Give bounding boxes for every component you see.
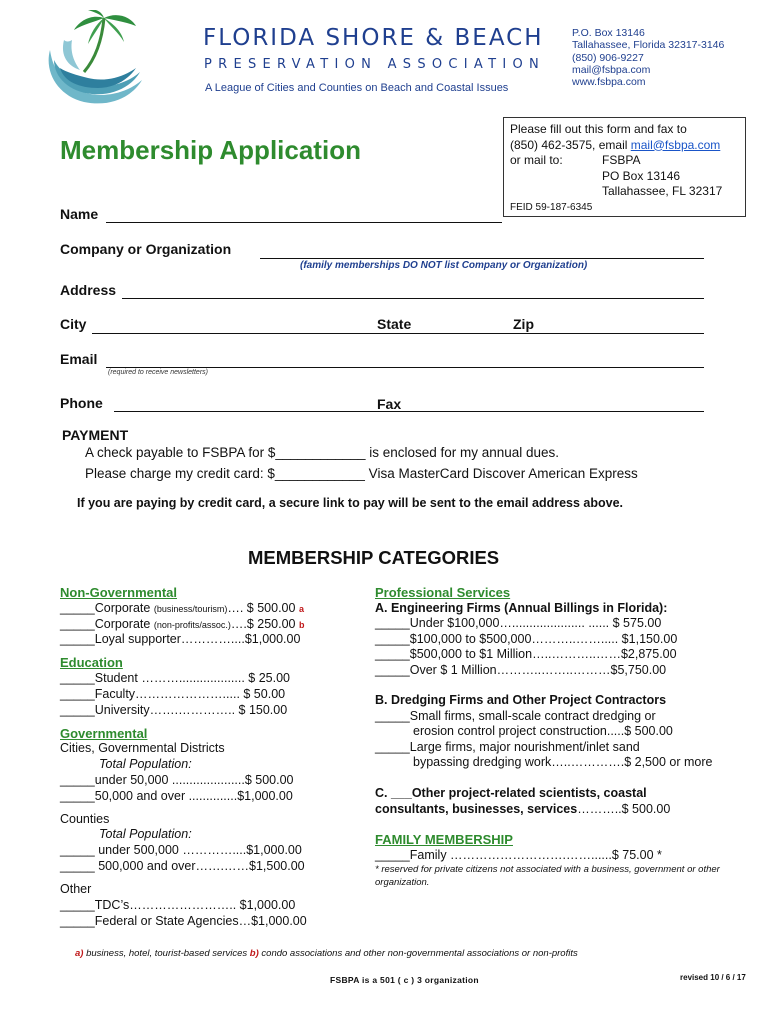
option-family[interactable]: _____Family ……………………….……......$ 75.00 * [375,848,662,862]
state-label: State [377,316,412,332]
phone-fax-field[interactable] [114,411,704,412]
section-family: FAMILY MEMBERSHIP [375,832,513,847]
contact-website[interactable]: www.fsbpa.com [572,76,646,89]
footnote [75,948,578,959]
address-field[interactable] [122,298,704,299]
row-qualifier: (business/tourism) [153,604,228,614]
name-field[interactable] [106,222,502,223]
footnote-b-marker: b) [249,948,259,959]
zip-label: Zip [513,316,534,332]
gov-total-population: Total Population: [99,757,192,771]
row-qualifier: (non-profits/assoc.) [153,620,231,630]
phone-label: Phone [60,395,103,411]
footnote-a-marker: a) [75,948,84,959]
page-title: Membership Application [60,135,361,165]
dredging-letter: B [375,693,385,707]
categories-title: MEMBERSHIP CATEGORIES [248,547,500,568]
other-heading: Other [60,882,92,896]
fsbpa-logo [44,10,144,110]
info-line-4 [510,169,745,185]
payment-check-line[interactable]: A check payable to FSBPA for $____________ is enclosed for my annual dues. [85,445,560,460]
footer-revision: revised 10 / 6 / 17 [680,973,746,982]
option-tdc[interactable]: _____TDC’s…………………….. $1,000.00 [60,898,296,912]
section-nongov: Non-Governmental [60,585,178,600]
contact-city: Tallahassee, Florida 32317-3146 [572,39,725,52]
city-label: City [60,316,87,332]
option-gov-under-50k[interactable]: _____under 50,000 .....................$ 500.00 [60,773,294,787]
email-note: (required to receive newsletters) [108,369,208,376]
option-faculty[interactable]: _____Faculty…………………..... $ 50.00 [60,687,286,701]
mailing-info-box [503,117,746,217]
option-dredging-small-cont: erosion control project construction.....$ 500.00 [413,724,673,738]
credit-card-note: If you are paying by credit card, a secure link to pay will be sent to the email address above. [77,496,624,510]
family-note: * reserved for private citizens not associated with a business, government or other organization. [375,864,720,888]
payment-card-line[interactable]: Please charge my credit card: $____________ Visa MasterCard Discover American Express [85,466,638,481]
option-gov-50k-over[interactable]: _____50,000 and over ..............$1,000.00 [60,789,293,803]
contact-po-box: P.O. Box 13146 [572,27,645,39]
option-loyal-supporter[interactable]: _____Loyal supporter…………....$1,000.00 [60,632,301,646]
org-subtitle: PRESERVATION ASSOCIATION [204,57,546,72]
option-corporate-business[interactable] [60,601,304,615]
payment-heading: PAYMENT [62,427,129,443]
contact-phone: (850) 906-9227 [572,51,644,64]
info-fax: (850) 462-3575, email [510,137,631,152]
name-label: Name [60,206,99,222]
section-education: Education [60,655,123,670]
info-line-2 [510,138,745,154]
other-scientists-text: consultants, businesses, services [375,802,578,816]
company-label: Company or Organization [60,241,232,257]
option-dredging-small[interactable]: _____Small firms, small-scale contract dredging or [375,709,656,723]
org-tagline: A League of Cities and Counties on Beach and Coastal Issues [205,82,509,94]
footnote-marker-b: b [298,620,305,630]
option-county-under-500k[interactable]: _____ under 500,000 …………....$1,000.00 [60,843,302,857]
info-line-1: Please fill out this form and fax to [510,122,687,136]
info-line-5 [510,184,745,200]
option-dredging-large-cont: bypassing dredging work…..………….$ 2,500 or more [413,755,713,769]
info-mail-line: Tallahassee, FL 32317 [602,184,723,198]
row-price: ….$ 250.00 [230,617,299,631]
info-feid: FEID 59-187-6345 [510,201,593,213]
section-governmental: Governmental [60,726,148,741]
footnote-b-text: condo associations and other non-governmental associations or non-profits [258,948,578,959]
company-note: (family memberships DO NOT list Company or Organization) [300,260,588,271]
footnote-a-text: business, hotel, tourist-based services [83,948,250,959]
option-county-500k-over[interactable]: _____ 500,000 and over…….……$1,500.00 [60,859,305,873]
email-field[interactable] [106,367,704,368]
contact-block [572,27,724,88]
dredging-title [375,693,666,707]
row-text: _____Corporate [60,617,154,631]
org-name: FLORIDA SHORE & BEACH [203,25,544,51]
option-corporate-nonprofit[interactable] [60,617,304,631]
counties-total-population: Total Population: [99,827,192,841]
address-label: Address [60,282,117,298]
company-field[interactable] [260,258,704,259]
option-eng-under-100k[interactable]: _____Under $100,000…..................... ...... $ 575.00 [375,616,662,630]
info-mail-line: FSBPA [602,153,641,167]
option-eng-500k-1m[interactable]: _____$500,000 to $1 Million…..………..……$2,875.00 [375,647,677,661]
counties-heading: Counties [60,812,110,826]
info-mail-line: PO Box 13146 [602,168,681,183]
city-state-zip-field[interactable] [92,333,704,334]
option-dredging-large[interactable]: _____Large firms, major nourishment/inlet sand [375,740,640,754]
engineering-title: A. Engineering Firms (Annual Billings in Florida): [375,601,668,615]
info-email-link[interactable]: mail@fsbpa.com [630,137,721,152]
other-scientists-price: ………..$ 500.00 [577,802,671,816]
footer-nonprofit-status: FSBPA is a 501 ( c ) 3 organization [330,975,479,985]
other-scientists-line2 [375,802,670,816]
info-line-3 [510,153,745,169]
email-label: Email [60,351,98,367]
option-student[interactable]: _____Student ………................... $ 25.00 [60,671,290,685]
footnote-marker-a: a [298,604,304,614]
row-price: …. $ 500.00 [227,601,299,615]
option-other-scientists[interactable]: C. ___Other project-related scientists, coastal [375,786,647,800]
option-eng-over-1m[interactable]: _____Over $ 1 Million………..……..………$5,750.00 [375,663,667,677]
option-agencies[interactable]: _____Federal or State Agencies…$1,000.00 [60,914,307,928]
info-mail-label: or mail to: [510,153,563,167]
fax-label: Fax [377,396,402,412]
option-eng-100k-500k[interactable]: _____$100,000 to $500,000………..……..... $1,150.00 [375,632,678,646]
row-text: _____Corporate [60,601,154,615]
section-professional: Professional Services [375,585,511,600]
gov-subheading: Cities, Governmental Districts [60,741,225,755]
dredging-title-text: . Dredging Firms and Other Project Contractors [384,693,667,707]
contact-email[interactable]: mail@fsbpa.com [572,63,651,76]
option-university[interactable]: _____University…….………….. $ 150.00 [60,703,288,717]
